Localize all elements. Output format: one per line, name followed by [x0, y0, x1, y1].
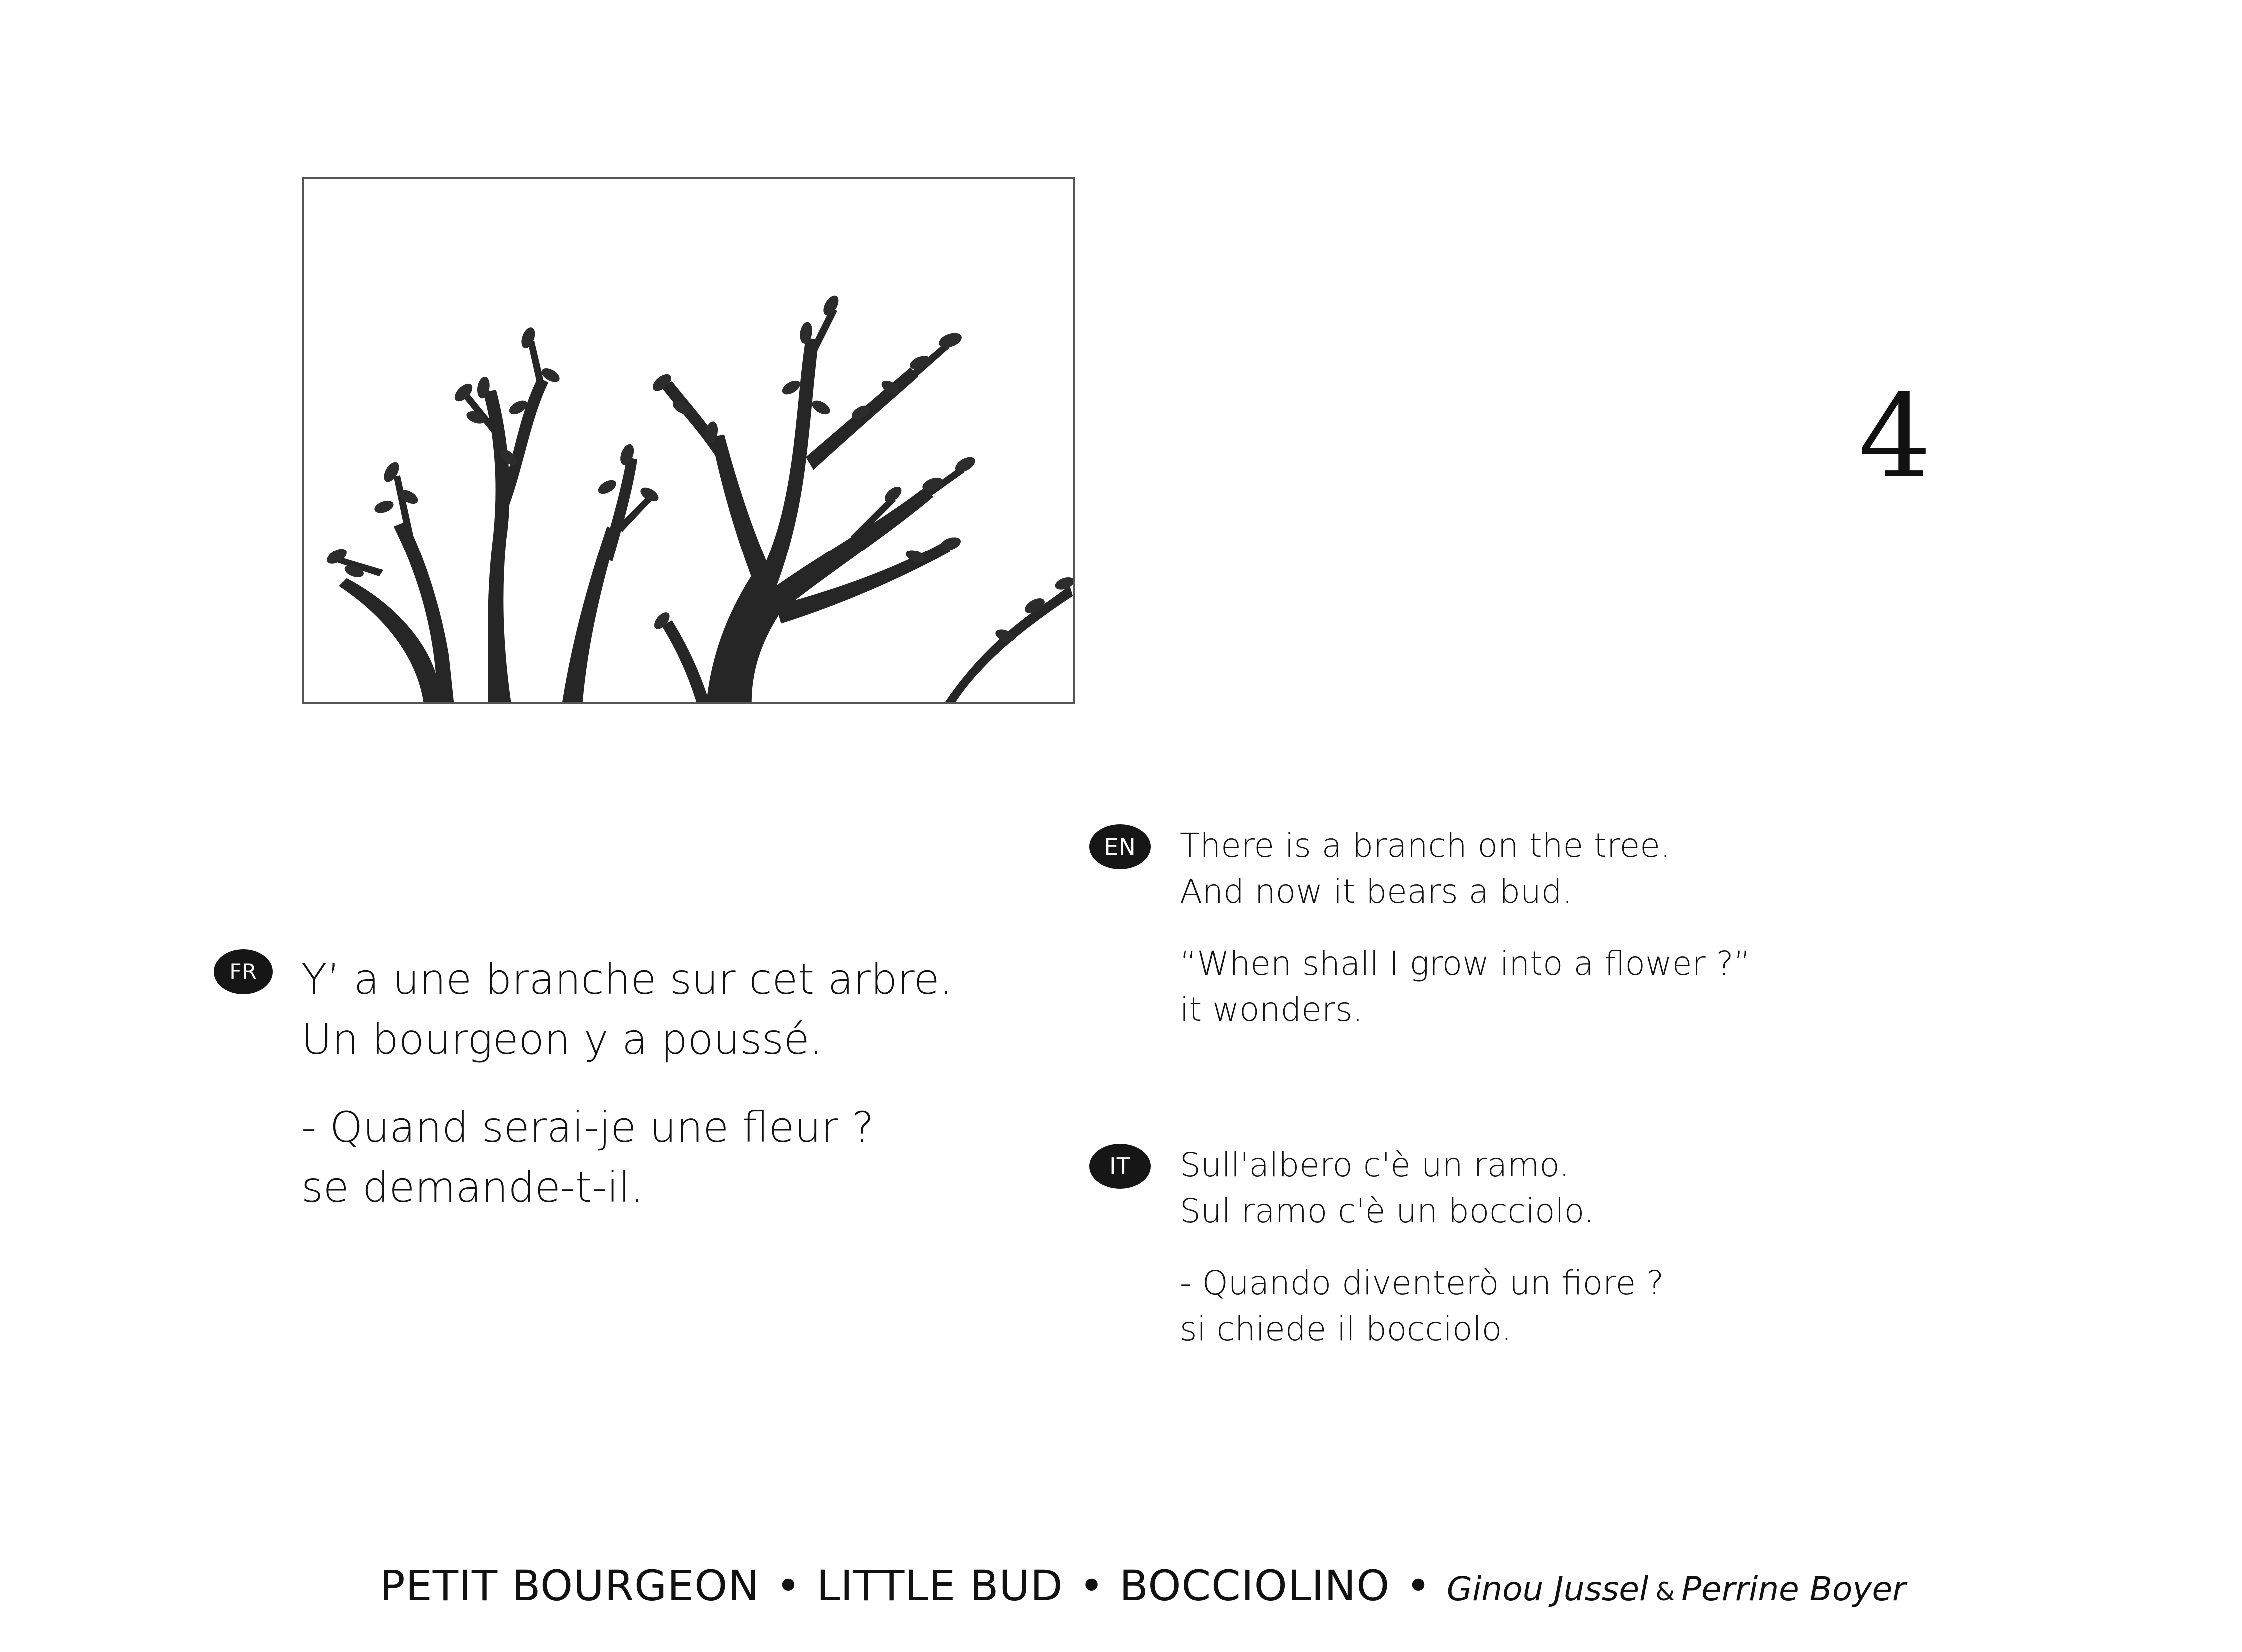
- text-line: se demande-t-il.: [301, 1163, 644, 1212]
- stanza-2: [1180, 1260, 1664, 1352]
- illustration-frame: [302, 177, 1075, 704]
- lang-badge-it: IT: [1089, 1144, 1151, 1189]
- text-line: Sul ramo c'è un bocciolo.: [1180, 1192, 1595, 1230]
- page-number: 4: [1858, 370, 1932, 504]
- lang-badge-fr: FR: [214, 949, 273, 994]
- text-line: “When shall I grow into a flower ?”: [1180, 944, 1751, 983]
- text-line: Y’ a une branche sur cet arbre.: [301, 955, 953, 1004]
- text-line: - Quando diventerò un fiore ?: [1180, 1264, 1664, 1302]
- text-line: - Quand serai-je une fleur ?: [301, 1103, 874, 1152]
- footer-author-2: Perrine Boyer: [1682, 1570, 1906, 1608]
- footer-title-fr: PETIT BOURGEON: [380, 1561, 760, 1610]
- stanza-1: [1180, 823, 1751, 915]
- text-block-it: [1180, 1142, 1664, 1352]
- lang-badge-en: EN: [1089, 824, 1151, 869]
- stanza-1: [301, 949, 953, 1069]
- text-line: There is a branch on the tree.: [1180, 826, 1671, 865]
- footer-title-en: LITTLE BUD: [816, 1561, 1063, 1610]
- footer-separator: •: [1079, 1561, 1104, 1610]
- footer-title-it: BOCCIOLINO: [1120, 1561, 1390, 1610]
- text-line: And now it bears a bud.: [1180, 872, 1573, 911]
- text-line: Sull'albero c'è un ramo.: [1180, 1146, 1570, 1184]
- stanza-2: [301, 1098, 953, 1217]
- footer-ampersand: &: [1655, 1577, 1675, 1606]
- text-block-en: [1180, 823, 1751, 1033]
- tree-branches-illustration: [304, 179, 1073, 702]
- stanza-1: [1180, 1142, 1664, 1234]
- text-line: si chiede il bocciolo.: [1180, 1310, 1512, 1348]
- text-block-fr: [301, 949, 953, 1217]
- footer-title-line: [380, 1561, 1906, 1616]
- stanza-2: [1180, 941, 1751, 1033]
- footer-author-1: Ginou Jussel: [1446, 1570, 1649, 1608]
- footer-separator: •: [776, 1561, 801, 1610]
- text-line: Un bourgeon y a poussé.: [301, 1015, 823, 1064]
- footer-separator: •: [1406, 1561, 1431, 1610]
- text-line: it wonders.: [1180, 990, 1363, 1029]
